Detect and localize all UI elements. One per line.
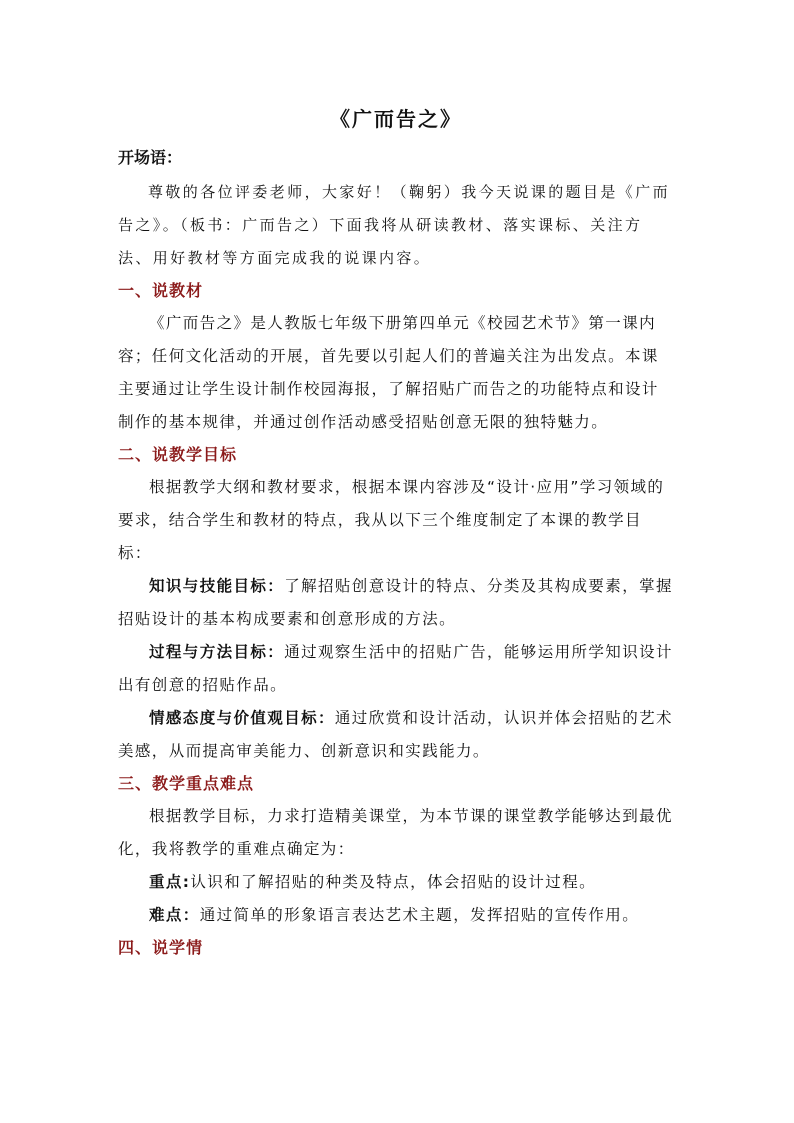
section-heading-textbook: 一、说教材 xyxy=(118,281,204,300)
paragraph-label: 难点： xyxy=(149,906,200,924)
objective-attitude xyxy=(118,702,674,768)
paragraph-label: 过程与方法目标： xyxy=(149,643,285,661)
paragraph-text: 《广而告之》是人教版七年级下册第四单元《校园艺术节》第一课内容；任何文化活动的开展，首先要以引起人们的普遍关注为出发点。本课主要通过让学生设计制作校园海报，了解招贴广而告之的功能特点和设计制作的基本规律，并通过创作活动感受招贴创意无限的独特魅力。 xyxy=(118,314,659,431)
section-heading-learners: 四、说学情 xyxy=(118,938,204,957)
paragraph-text: 了解招贴创意设计的特点、分类及其构成要素，掌握招贴设计的基本构成要素和创意形成的方法。 xyxy=(118,577,673,628)
paragraph-label: 重点: xyxy=(149,873,191,891)
document-content xyxy=(118,104,674,964)
objective-knowledge xyxy=(118,570,674,636)
section-heading-objectives: 二、说教学目标 xyxy=(118,445,238,464)
key-point-paragraph xyxy=(118,866,674,899)
paragraph-text: 根据教学大纲和教材要求，根据本课内容涉及“设计·应用”学习领域的要求，结合学生和教材的特点，我从以下三个维度制定了本课的教学目标： xyxy=(118,478,665,562)
objective-process xyxy=(118,636,674,702)
section-paragraph xyxy=(118,471,674,570)
section-paragraph xyxy=(118,307,674,439)
paragraph-text: 通过欣赏和设计活动，认识并体会招贴的艺术美感，从而提高审美能力、创新意识和实践能力。 xyxy=(118,709,673,760)
section-paragraph xyxy=(118,800,674,866)
opening-label: 开场语： xyxy=(118,148,183,167)
section-heading-key-points: 三、教学重点难点 xyxy=(118,774,255,793)
paragraph-text: 认识和了解招贴的种类及特点，体会招贴的设计过程。 xyxy=(190,873,597,891)
opening-paragraph: 尊敬的各位评委老师，大家好！（鞠躬）我今天说课的题目是《广而告之》。（板书：广而告之）下面我将从研读教材、落实课标、关注方法、用好教材等方面完成我的说课内容。 xyxy=(118,183,671,267)
difficulty-paragraph xyxy=(118,899,674,932)
paragraph-text: 通过观察生活中的招贴广告，能够运用所学知识设计出有创意的招贴作品。 xyxy=(118,643,673,694)
paragraph-label: 情感态度与价值观目标： xyxy=(149,709,335,727)
paragraph-label: 知识与技能目标： xyxy=(149,577,285,595)
paragraph-text: 通过简单的形象语言表达艺术主题，发挥招贴的宣传作用。 xyxy=(199,906,640,924)
paragraph-text: 根据教学目标，力求打造精美课堂，为本节课的课堂教学能够达到最优化，我将教学的重难点确定为： xyxy=(118,807,673,858)
document-title: 《广而告之》 xyxy=(330,107,462,131)
